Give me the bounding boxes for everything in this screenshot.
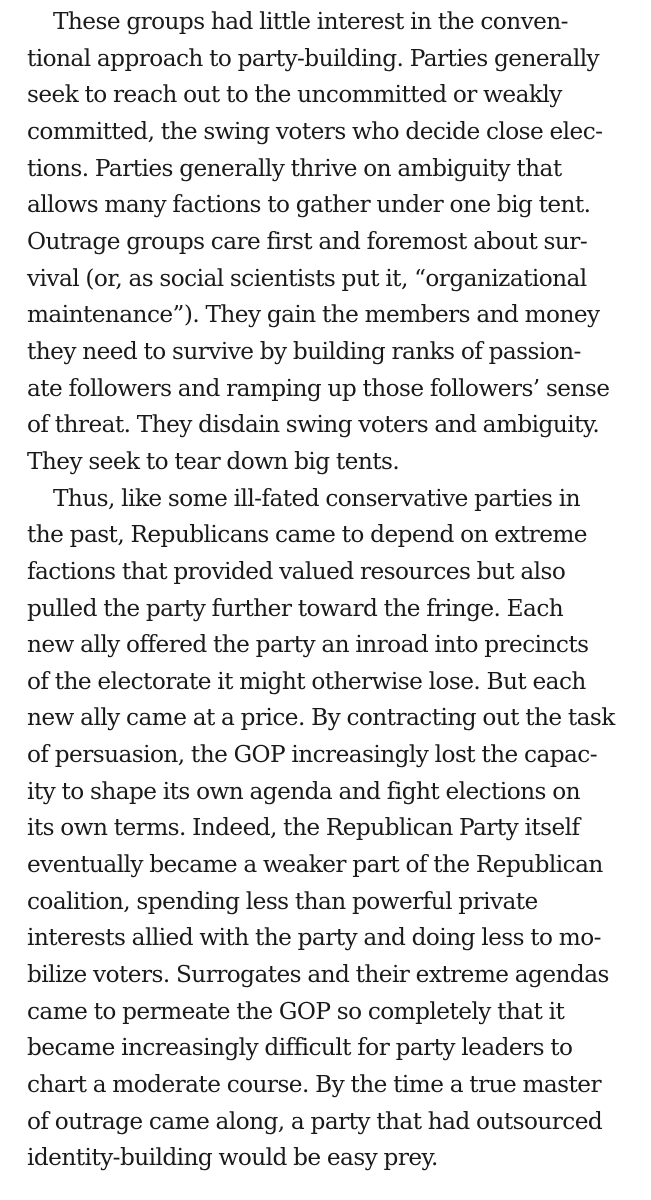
- text-line: pulled the party further toward the fringe. Each: [27, 594, 564, 622]
- text-line: Thus, like some ill-fated conservative parties in: [53, 484, 580, 512]
- text-line: eventually became a weaker part of the Republican: [27, 851, 603, 879]
- text-line: of the electorate it might otherwise lose. But each: [27, 667, 586, 695]
- text-line: identity-building would be easy prey.: [27, 1144, 438, 1172]
- page-top-edge: [0, 0, 651, 4]
- text-line: bilize voters. Surrogates and their extreme agendas: [27, 961, 609, 989]
- text-line: maintenance”). They gain the members and money: [27, 301, 600, 329]
- text-line: became increasingly difficult for party leaders to: [27, 1034, 573, 1062]
- text-line: coalition, spending less than powerful private: [27, 887, 538, 915]
- text-line: its own terms. Indeed, the Republican Party itself: [27, 814, 580, 842]
- text-line: chart a moderate course. By the time a true master: [27, 1071, 602, 1099]
- text-line: tional approach to party-building. Parties generally: [27, 44, 600, 72]
- text-line: interests allied with the party and doing less to mo-: [27, 924, 601, 952]
- text-line: of threat. They disdain swing voters and ambiguity.: [27, 411, 600, 439]
- text-line: of outrage came along, a party that had outsourced: [27, 1107, 603, 1135]
- text-line: new ally came at a price. By contracting out the task: [27, 704, 615, 732]
- text-line: tions. Parties generally thrive on ambiguity that: [27, 154, 562, 182]
- text-line: they need to survive by building ranks of passion-: [27, 337, 581, 365]
- book-page-text: [27, 4, 643, 1177]
- text-line: Outrage groups care first and foremost about sur-: [27, 227, 588, 255]
- text-line: the past, Republicans came to depend on extreme: [27, 521, 587, 549]
- paragraph-2: [27, 481, 643, 1177]
- text-line: ate followers and ramping up those followers’ sense: [27, 374, 610, 402]
- text-line: ity to shape its own agenda and fight elections on: [27, 777, 580, 805]
- text-line: allows many factions to gather under one big tent.: [27, 191, 591, 219]
- text-line: These groups had little interest in the conven-: [53, 8, 568, 35]
- text-line: new ally offered the party an inroad into precincts: [27, 631, 589, 659]
- text-line: came to permeate the GOP so completely that it: [27, 997, 565, 1025]
- text-line: They seek to tear down big tents.: [27, 447, 400, 475]
- text-line: of persuasion, the GOP increasingly lost the capac-: [27, 741, 598, 769]
- text-line: committed, the swing voters who decide close elec-: [27, 117, 603, 145]
- text-line: vival (or, as social scientists put it, “organizational: [27, 264, 587, 292]
- text-line: seek to reach out to the uncommitted or weakly: [27, 81, 562, 109]
- text-line: factions that provided valued resources but also: [27, 557, 566, 585]
- paragraph-1: [27, 4, 643, 481]
